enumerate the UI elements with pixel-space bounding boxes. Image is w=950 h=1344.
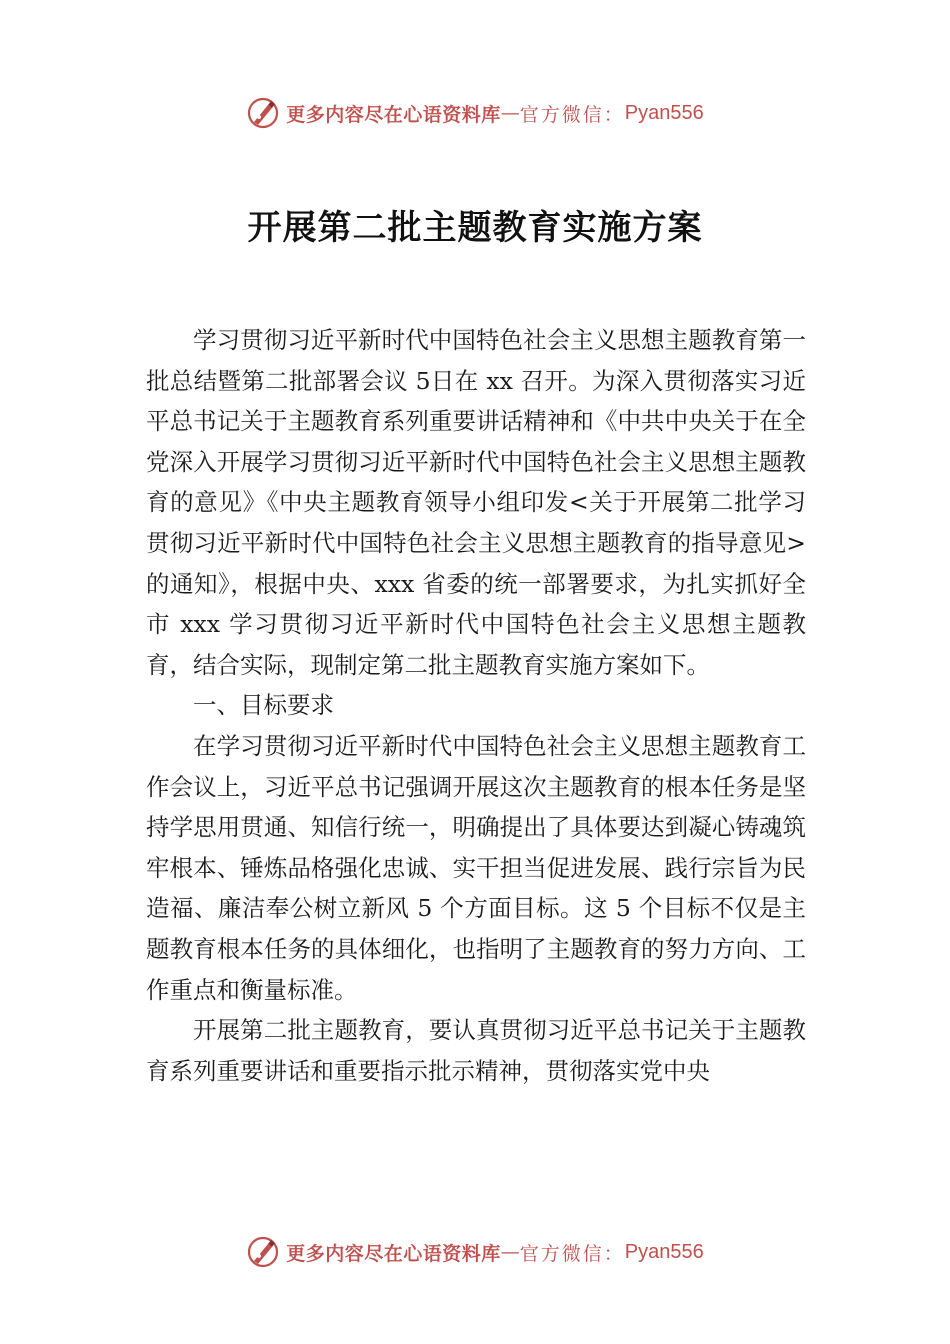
section-heading: 一、目标要求 xyxy=(193,691,334,720)
banner-main-text: 更多内容尽在心语资料库 xyxy=(286,103,501,126)
banner-main-text: 更多内容尽在心语资料库 xyxy=(286,1242,501,1265)
document-title: 开展第二批主题教育实施方案 xyxy=(247,208,703,248)
banner-wechat-id: Pyan556 xyxy=(624,101,704,124)
banner-separator: — xyxy=(500,1241,520,1263)
footer-banner xyxy=(0,1232,950,1272)
paragraph-intro: 学习贯彻习近平新时代中国特色社会主义思想主题教育第一批总结暨第二批部署会议 5日在 xx 召开。为深入贯彻落实习近平总书记关于主题教育系列重要讲话精神和《中共中央关于在全党深入开展学习贯彻习近平新时代中国特色社会主义思想主题教育的意见》《中央主题教育领导小组印发<关于开展第二批学习贯彻习近平新时代中国特色社会主义思想主题教育的指导意见>的通知》，根据中央、xxx 省委的统一部署要求，为扎实抓好全市 xxx 学习贯彻习近平新时代中国特色社会主义思想主题教育，结合实际，现制定第二批主题教育实施方案如下。 xyxy=(146,326,806,679)
paragraph-goals: 在学习贯彻习近平新时代中国特色社会主义思想主题教育工作会议上，习近平总书记强调开展这次主题教育的根本任务是坚持学思用贯通、知信行统一，明确提出了具体要达到凝心铸魂筑牢根本、锤炼品格强化忠诚、实干担当促进发展、践行宗旨为民造福、廉洁奉公树立新风 5 个方面目标。这 5 个目标不仅是主题教育根本任务的具体细化，也指明了主题教育的努力方向、工作重点和衡量标准。 xyxy=(146,731,806,1004)
banner-wechat-id: Pyan556 xyxy=(624,1240,704,1263)
banner-wechat-label: 官方微信： xyxy=(519,1242,625,1265)
document-body xyxy=(146,320,806,1091)
paragraph-second-batch: 开展第二批主题教育，要认真贯彻习近平总书记关于主题教育系列重要讲话和重要指示批示精神，贯彻落实党中央 xyxy=(146,1016,806,1085)
banner-separator: — xyxy=(500,102,520,124)
pen-logo-icon xyxy=(246,1235,280,1269)
pen-logo-icon xyxy=(246,96,280,130)
header-banner xyxy=(0,93,950,133)
banner-wechat-label: 官方微信： xyxy=(519,103,625,126)
